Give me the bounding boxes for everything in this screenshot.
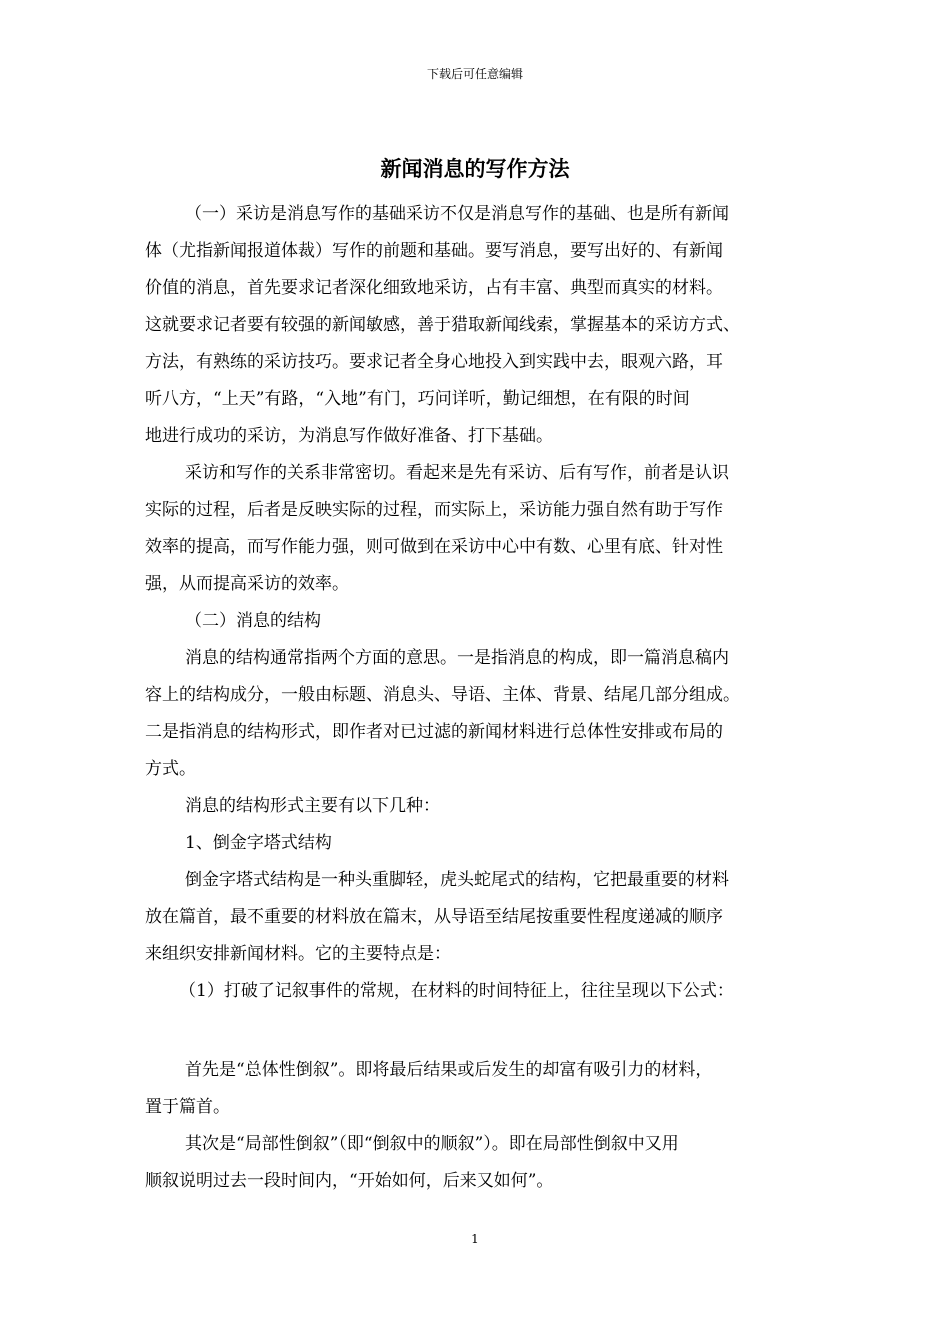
body-line: 这就要求记者要有较强的新闻敏感，善于猎取新闻线索，掌握基本的采访方式、	[145, 315, 740, 335]
body-line: 来组织安排新闻材料。它的主要特点是：	[145, 944, 451, 964]
body-line: 方法，有熟练的采访技巧。要求记者全身心地投入到实践中去，眼观六路，耳	[145, 352, 723, 372]
body-line: 消息的结构通常指两个方面的意思。一是指消息的构成，即一篇消息稿内	[185, 648, 729, 668]
body-line: 实际的过程，后者是反映实际的过程，而实际上，采访能力强自然有助于写作	[145, 500, 723, 520]
body-line: 首先是“总体性倒叙”。即将最后结果或后发生的却富有吸引力的材料，	[185, 1060, 713, 1080]
body-line: 采访和写作的关系非常密切。看起来是先有采访、后有写作，前者是认识	[185, 463, 729, 483]
body-line: 价值的消息，首先要求记者深化细致地采访，占有丰富、典型而真实的材料。	[145, 278, 723, 298]
body-line: 倒金字塔式结构是一种头重脚轻，虎头蛇尾式的结构，它把最重要的材料	[185, 870, 729, 890]
page-header-note: 下载后可任意编辑	[426, 67, 523, 81]
page-number: 1	[471, 1232, 479, 1246]
body-line: （一）采访是消息写作的基础采访不仅是消息写作的基础、也是所有新闻	[185, 204, 729, 224]
body-line: 放在篇首，最不重要的材料放在篇末，从导语至结尾按重要性程度递减的顺序	[145, 907, 723, 927]
section-heading: （二）消息的结构	[185, 611, 321, 631]
body-line: 消息的结构形式主要有以下几种：	[185, 796, 440, 816]
body-line: 效率的提高，而写作能力强，则可做到在采访中心中有数、心里有底、针对性	[145, 537, 723, 557]
body-line: （1）打破了记叙事件的常规，在材料的时间特征上，往往呈现以下公式：	[179, 981, 734, 1001]
body-line: 顺叙说明过去一段时间内，“开始如何，后来又如何”。	[145, 1171, 554, 1191]
body-line: 听八方，“上天”有路，“入地”有门，巧问详听，勤记细想，在有限的时间	[145, 389, 690, 409]
body-line: 地进行成功的采访，为消息写作做好准备、打下基础。	[145, 426, 553, 446]
body-line: 容上的结构成分，一般由标题、消息头、导语、主体、背景、结尾几部分组成。	[145, 685, 740, 705]
body-line: 体（尤指新闻报道体裁）写作的前题和基础。要写消息，要写出好的、有新闻	[145, 241, 723, 261]
body-line: 方式。	[145, 759, 196, 779]
body-line: 其次是“局部性倒叙”（即“倒叙中的顺叙”）。即在局部性倒叙中又用	[185, 1134, 679, 1154]
body-line: 强，从而提高采访的效率。	[145, 574, 349, 594]
subsection-heading: 1、倒金字塔式结构	[185, 833, 332, 853]
document-title: 新闻消息的写作方法	[380, 156, 570, 181]
body-line: 置于篇首。	[145, 1097, 230, 1117]
body-line: 二是指消息的结构形式，即作者对已过滤的新闻材料进行总体性安排或布局的	[145, 722, 723, 742]
